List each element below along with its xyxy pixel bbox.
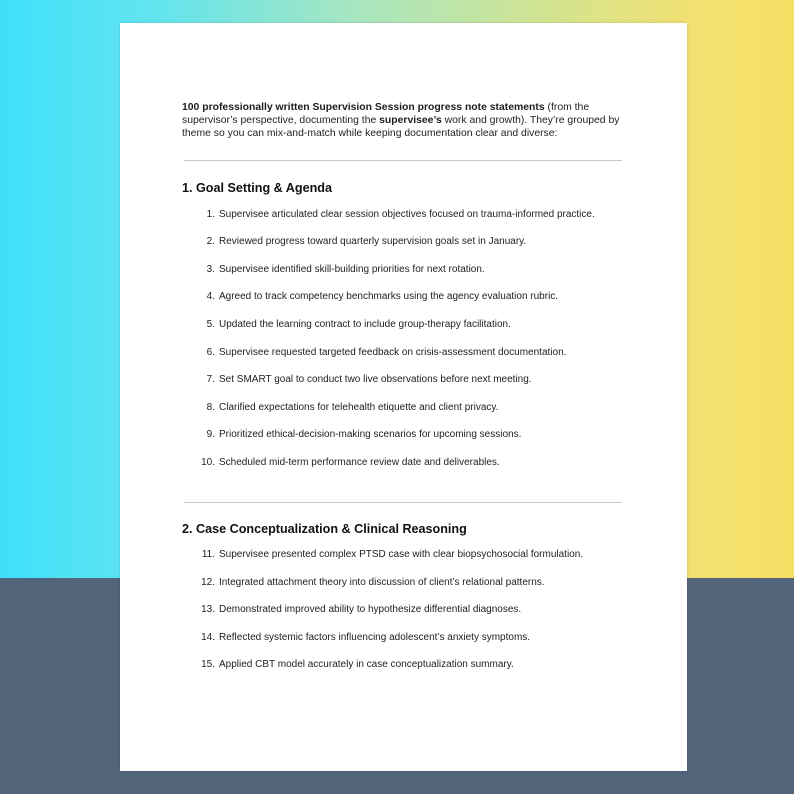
item-text: Applied CBT model accurately in case conceptualization summary.: [219, 659, 514, 670]
item-text: Reviewed progress toward quarterly supervision goals set in January.: [219, 236, 527, 247]
item-text: Prioritized ethical-decision-making scenarios for upcoming sessions.: [219, 429, 522, 440]
item-number: 5.: [206, 319, 215, 330]
intro-text-2: work and growth). They’re grouped by theme so you can mix-and-match while keeping documentation clear and diverse:: [182, 115, 620, 140]
list-item: [199, 347, 566, 358]
document-page: [120, 23, 687, 771]
item-number: 1.: [206, 209, 215, 220]
intro-paragraph: [182, 101, 627, 141]
item-text: Scheduled mid-term performance review date and deliverables.: [219, 457, 500, 468]
intro-bold-mid: supervisee’s: [379, 115, 442, 127]
item-number: 4.: [206, 291, 215, 302]
section-heading: 1. Goal Setting & Agenda: [182, 181, 332, 195]
list-item: [199, 319, 511, 330]
item-text: Agreed to track competency benchmarks using the agency evaluation rubric.: [219, 291, 559, 302]
list-item: [199, 549, 583, 560]
item-text: Supervisee requested targeted feedback on crisis-assessment documentation.: [219, 347, 567, 358]
item-text: Updated the learning contract to include group-therapy facilitation.: [219, 319, 511, 330]
item-number: 13.: [201, 604, 215, 615]
item-number: 9.: [206, 429, 215, 440]
item-number: 2.: [206, 236, 215, 247]
list-item: [199, 429, 521, 440]
section-divider: [184, 502, 622, 503]
item-number: 10.: [201, 457, 215, 468]
intro-text-1: (from the supervisor’s perspective, documenting the: [182, 102, 590, 127]
list-item: [199, 291, 558, 302]
item-text: Supervisee presented complex PTSD case with clear biopsychosocial formulation.: [219, 549, 584, 560]
item-number: 12.: [201, 577, 215, 588]
list-item: [199, 632, 530, 643]
item-number: 6.: [206, 347, 215, 358]
list-item: [199, 264, 485, 275]
item-text: Demonstrated improved ability to hypothesize differential diagnoses.: [219, 604, 522, 615]
item-text: Set SMART goal to conduct two live observations before next meeting.: [219, 374, 532, 385]
item-number: 3.: [206, 264, 215, 275]
list-item: [199, 236, 526, 247]
item-text: Supervisee articulated clear session objectives focused on trauma-informed practice.: [219, 209, 595, 220]
list-item: [199, 659, 514, 670]
item-number: 11.: [201, 549, 215, 560]
intro-bold-lead: 100 professionally written Supervision Session progress note statements: [182, 102, 545, 113]
item-text: Clarified expectations for telehealth etiquette and client privacy.: [219, 402, 499, 413]
list-item: [199, 402, 498, 413]
list-item: [199, 577, 545, 588]
item-number: 14.: [201, 632, 215, 643]
list-item: [199, 209, 595, 220]
list-item: [199, 374, 532, 385]
item-text: Reflected systemic factors influencing adolescent’s anxiety symptoms.: [219, 632, 531, 643]
item-text: Supervisee identified skill-building priorities for next rotation.: [219, 264, 485, 275]
item-number: 8.: [206, 402, 215, 413]
item-number: 15.: [201, 659, 215, 670]
item-text: Integrated attachment theory into discussion of client’s relational patterns.: [219, 577, 545, 588]
section-heading: 2. Case Conceptualization & Clinical Reasoning: [182, 522, 467, 536]
list-item: [199, 457, 500, 468]
list-item: [199, 604, 521, 615]
section-divider: [184, 160, 622, 161]
item-number: 7.: [206, 374, 215, 385]
